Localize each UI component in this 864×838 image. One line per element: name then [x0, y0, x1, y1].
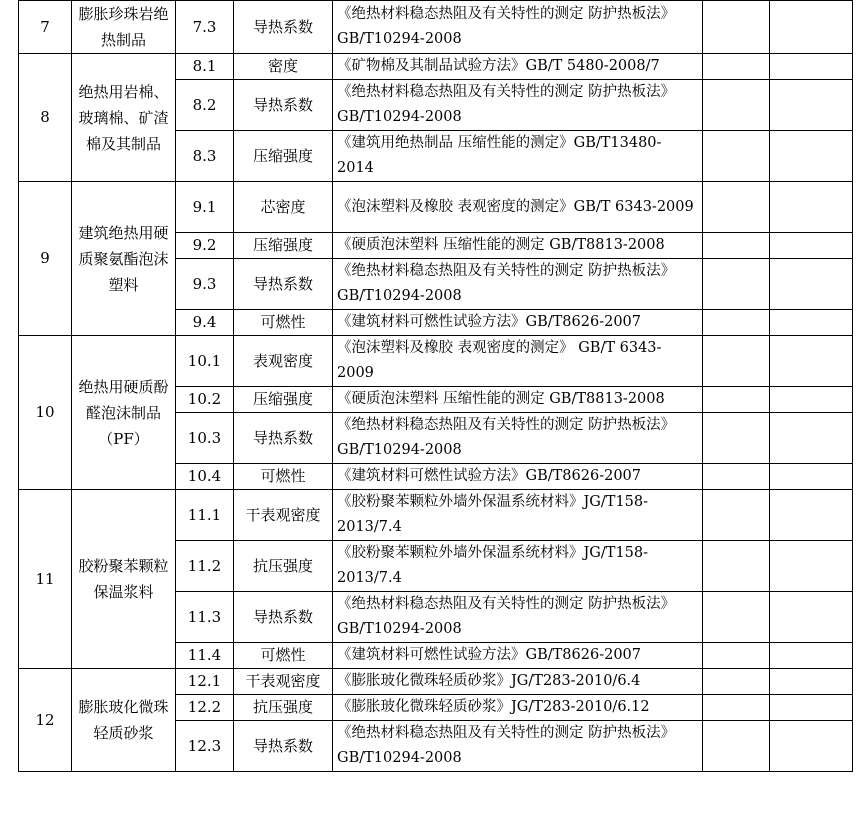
- item-code-cell: 11.1: [176, 490, 234, 541]
- item-code-cell: 9.3: [176, 259, 234, 310]
- test-method-cell: 《硬质泡沫塑料 压缩性能的测定 GB/T8813-2008: [333, 233, 703, 259]
- blank-cell: [703, 131, 770, 182]
- blank-cell: [770, 54, 853, 80]
- test-method-cell: 《绝热材料稳态热阻及有关特性的测定 防护热板法》GB/T10294-2008: [333, 413, 703, 464]
- table-row: [19, 1, 853, 54]
- blank-cell: [770, 1, 853, 54]
- blank-cell: [703, 695, 770, 721]
- blank-cell: [703, 592, 770, 643]
- test-method-cell: 《绝热材料稳态热阻及有关特性的测定 防护热板法》GB/T10294-2008: [333, 1, 703, 54]
- blank-cell: [703, 490, 770, 541]
- blank-cell: [703, 1, 770, 54]
- item-code-cell: 10.4: [176, 464, 234, 490]
- table-row: [19, 54, 853, 80]
- table-row: [19, 336, 853, 387]
- parameter-cell: 压缩强度: [234, 131, 333, 182]
- item-code-cell: 11.2: [176, 541, 234, 592]
- test-method-cell: 《泡沫塑料及橡胶 表观密度的测定》 GB/T 6343-2009: [333, 336, 703, 387]
- blank-cell: [703, 464, 770, 490]
- parameter-cell: 压缩强度: [234, 233, 333, 259]
- blank-cell: [770, 259, 853, 310]
- item-code-cell: 10.1: [176, 336, 234, 387]
- blank-cell: [770, 490, 853, 541]
- parameter-cell: 干表观密度: [234, 669, 333, 695]
- test-method-cell: 《硬质泡沫塑料 压缩性能的测定 GB/T8813-2008: [333, 387, 703, 413]
- item-code-cell: 7.3: [176, 1, 234, 54]
- parameter-cell: 压缩强度: [234, 387, 333, 413]
- blank-cell: [770, 182, 853, 233]
- parameter-cell: 导热系数: [234, 259, 333, 310]
- item-code-cell: 8.2: [176, 80, 234, 131]
- product-name-cell: 绝热用硬质酚醛泡沫制品（PF）: [72, 336, 176, 490]
- product-name-cell: 膨胀玻化微珠轻质砂浆: [72, 669, 176, 772]
- blank-cell: [703, 541, 770, 592]
- item-code-cell: 8.3: [176, 131, 234, 182]
- parameter-cell: 导热系数: [234, 592, 333, 643]
- product-name-cell: 膨胀珍珠岩绝热制品: [72, 1, 176, 54]
- blank-cell: [770, 413, 853, 464]
- blank-cell: [770, 387, 853, 413]
- parameter-cell: 芯密度: [234, 182, 333, 233]
- blank-cell: [770, 80, 853, 131]
- group-number-cell: 8: [19, 54, 72, 182]
- blank-cell: [770, 643, 853, 669]
- blank-cell: [703, 387, 770, 413]
- test-method-cell: 《建筑用绝热制品 压缩性能的测定》GB/T13480-2014: [333, 131, 703, 182]
- parameter-cell: 密度: [234, 54, 333, 80]
- test-method-cell: 《建筑材料可燃性试验方法》GB/T8626-2007: [333, 464, 703, 490]
- blank-cell: [770, 131, 853, 182]
- product-name-cell: 绝热用岩棉、玻璃棉、矿渣棉及其制品: [72, 54, 176, 182]
- blank-cell: [703, 54, 770, 80]
- test-method-cell: 《膨胀玻化微珠轻质砂浆》JG/T283-2010/6.12: [333, 695, 703, 721]
- parameter-cell: 导热系数: [234, 721, 333, 772]
- item-code-cell: 12.1: [176, 669, 234, 695]
- test-method-cell: 《胶粉聚苯颗粒外墙外保温系统材料》JG/T158-2013/7.4: [333, 490, 703, 541]
- parameter-cell: 抗压强度: [234, 695, 333, 721]
- blank-cell: [770, 721, 853, 772]
- item-code-cell: 8.1: [176, 54, 234, 80]
- blank-cell: [770, 310, 853, 336]
- blank-cell: [770, 592, 853, 643]
- test-method-cell: 《建筑材料可燃性试验方法》GB/T8626-2007: [333, 643, 703, 669]
- table-row: [19, 182, 853, 233]
- blank-cell: [770, 336, 853, 387]
- test-method-cell: 《泡沫塑料及橡胶 表观密度的测定》GB/T 6343-2009: [333, 182, 703, 233]
- table-row: [19, 669, 853, 695]
- item-code-cell: 12.3: [176, 721, 234, 772]
- blank-cell: [703, 80, 770, 131]
- product-name-cell: 胶粉聚苯颗粒保温浆料: [72, 490, 176, 669]
- item-code-cell: 9.2: [176, 233, 234, 259]
- blank-cell: [703, 721, 770, 772]
- blank-cell: [703, 669, 770, 695]
- test-method-cell: 《绝热材料稳态热阻及有关特性的测定 防护热板法》GB/T10294-2008: [333, 592, 703, 643]
- product-name-cell: 建筑绝热用硬质聚氨酯泡沫塑料: [72, 182, 176, 336]
- item-code-cell: 9.1: [176, 182, 234, 233]
- item-code-cell: 11.4: [176, 643, 234, 669]
- test-method-cell: 《绝热材料稳态热阻及有关特性的测定 防护热板法》GB/T10294-2008: [333, 259, 703, 310]
- test-method-cell: 《绝热材料稳态热阻及有关特性的测定 防护热板法》GB/T10294-2008: [333, 80, 703, 131]
- group-number-cell: 7: [19, 1, 72, 54]
- test-method-cell: 《建筑材料可燃性试验方法》GB/T8626-2007: [333, 310, 703, 336]
- parameter-cell: 可燃性: [234, 464, 333, 490]
- parameter-cell: 导热系数: [234, 413, 333, 464]
- blank-cell: [770, 669, 853, 695]
- item-code-cell: 9.4: [176, 310, 234, 336]
- group-number-cell: 11: [19, 490, 72, 669]
- standards-table: [18, 0, 853, 772]
- blank-cell: [770, 464, 853, 490]
- table-body: [19, 1, 853, 772]
- test-method-cell: 《绝热材料稳态热阻及有关特性的测定 防护热板法》GB/T10294-2008: [333, 721, 703, 772]
- parameter-cell: 导热系数: [234, 1, 333, 54]
- blank-cell: [703, 413, 770, 464]
- group-number-cell: 12: [19, 669, 72, 772]
- parameter-cell: 表观密度: [234, 336, 333, 387]
- item-code-cell: 12.2: [176, 695, 234, 721]
- blank-cell: [703, 259, 770, 310]
- parameter-cell: 可燃性: [234, 643, 333, 669]
- item-code-cell: 10.3: [176, 413, 234, 464]
- blank-cell: [703, 643, 770, 669]
- test-method-cell: 《膨胀玻化微珠轻质砂浆》JG/T283-2010/6.4: [333, 669, 703, 695]
- blank-cell: [770, 541, 853, 592]
- test-method-cell: 《胶粉聚苯颗粒外墙外保温系统材料》JG/T158-2013/7.4: [333, 541, 703, 592]
- test-method-cell: 《矿物棉及其制品试验方法》GB/T 5480-2008/7: [333, 54, 703, 80]
- table-row: [19, 490, 853, 541]
- parameter-cell: 抗压强度: [234, 541, 333, 592]
- blank-cell: [703, 336, 770, 387]
- group-number-cell: 9: [19, 182, 72, 336]
- blank-cell: [703, 233, 770, 259]
- blank-cell: [770, 233, 853, 259]
- blank-cell: [770, 695, 853, 721]
- item-code-cell: 10.2: [176, 387, 234, 413]
- parameter-cell: 导热系数: [234, 80, 333, 131]
- blank-cell: [703, 182, 770, 233]
- parameter-cell: 可燃性: [234, 310, 333, 336]
- group-number-cell: 10: [19, 336, 72, 490]
- parameter-cell: 干表观密度: [234, 490, 333, 541]
- item-code-cell: 11.3: [176, 592, 234, 643]
- blank-cell: [703, 310, 770, 336]
